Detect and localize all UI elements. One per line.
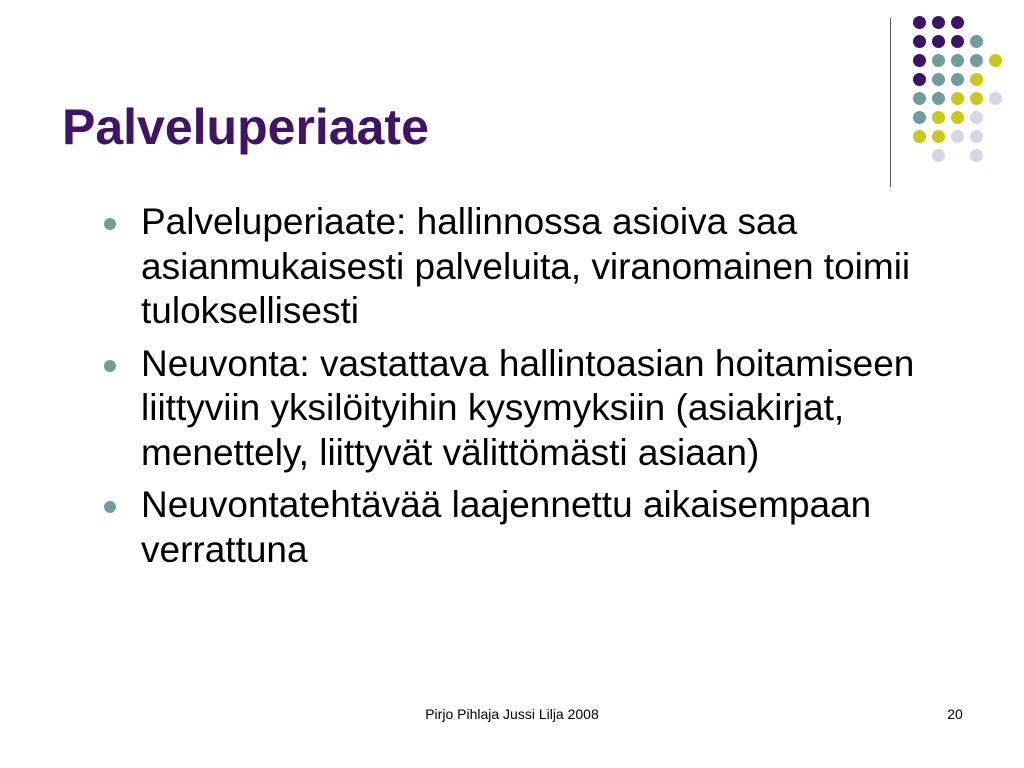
bullet-list — [141, 200, 961, 580]
decor-dot-purple — [932, 35, 945, 48]
bullet-dot-icon — [104, 501, 116, 513]
bullet-dot-icon — [104, 360, 116, 372]
bullet-text: Neuvonta: vastattava hallintoasian hoitamiseen liittyviin yksilöityihin kysymyksiin (asiakirjat, menettely, liittyvät välittömästi asiaan) — [141, 342, 915, 473]
bullet-text: Palveluperiaate: hallinnossa asioiva saa asianmukaisesti palveluita, viranomainen toimii tuloksellisesti — [141, 201, 911, 331]
decor-dot-purple — [951, 35, 964, 48]
decor-dot-teal — [970, 54, 983, 67]
decor-dot-yellow — [951, 92, 964, 105]
dot-grid-decoration — [913, 16, 1003, 163]
decor-dot-teal — [970, 35, 983, 48]
decor-dot-lavender — [932, 149, 945, 162]
decor-dot-yellow — [970, 73, 983, 86]
decor-dot-purple — [913, 35, 926, 48]
decor-dot-purple — [913, 73, 926, 86]
decor-dot-purple — [951, 16, 964, 29]
decor-dot-yellow — [913, 130, 926, 143]
decor-dot-yellow — [932, 130, 945, 143]
bullet-dot-icon — [104, 218, 116, 230]
bullet-text: Neuvontatehtävää laajennettu aikaisempaan verrattuna — [141, 484, 872, 570]
decor-dot-purple — [913, 54, 926, 67]
vertical-divider-line — [890, 18, 891, 187]
decor-dot-lavender — [970, 149, 983, 162]
decor-dot-teal — [913, 111, 926, 124]
slide-title: Palveluperiaate — [62, 99, 429, 155]
bullet-item — [141, 483, 961, 572]
decor-dot-lavender — [970, 111, 983, 124]
decor-dot-yellow — [932, 111, 945, 124]
decor-dot-purple — [932, 16, 945, 29]
decor-dot-lavender — [989, 92, 1002, 105]
decor-dot-yellow — [970, 92, 983, 105]
decor-dot-teal — [951, 73, 964, 86]
page-number: 20 — [947, 706, 963, 722]
decor-dot-teal — [951, 54, 964, 67]
decor-dot-teal — [913, 92, 926, 105]
decor-dot-lavender — [970, 130, 983, 143]
decor-dot-teal — [932, 73, 945, 86]
decor-dot-teal — [932, 92, 945, 105]
bullet-item — [141, 342, 961, 476]
bullet-item — [141, 200, 961, 334]
decor-dot-yellow — [989, 54, 1002, 67]
footer-text: Pirjo Pihlaja Jussi Lilja 2008 — [425, 706, 599, 722]
decor-dot-yellow — [951, 111, 964, 124]
decor-dot-teal — [932, 54, 945, 67]
decor-dot-lavender — [951, 130, 964, 143]
decor-dot-purple — [913, 16, 926, 29]
